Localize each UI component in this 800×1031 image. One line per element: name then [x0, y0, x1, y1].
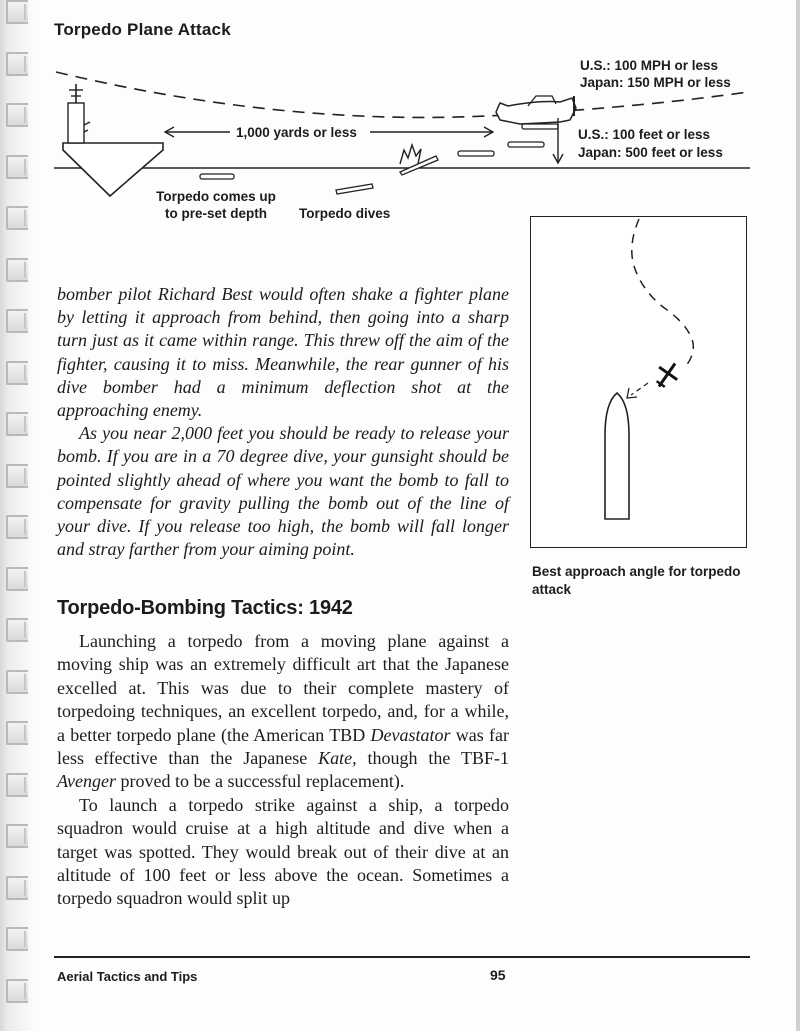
- binding-ring: [6, 876, 28, 900]
- binding-ring: [6, 258, 28, 282]
- avenger-name: Avenger: [57, 771, 116, 792]
- carrier-ship: [63, 84, 163, 196]
- torpedo-2: [508, 142, 544, 147]
- binding-ring: [6, 464, 28, 488]
- italic-paragraph-1: bomber pilot Richard Best would often shake a fighter plane by letting it approach from behind, then going into a sharp turn just as it came within range. This threw off the aim of the fighter, causing it to miss. Meanwhile, the rear gunner of his dive bomber had a minimum deflection shot at the approaching enemy.: [57, 284, 509, 421]
- kate-name: Kate,: [318, 748, 357, 769]
- torpedo-comes-up-label: [146, 188, 286, 222]
- section-heading: Torpedo-Bombing Tactics: 1942: [57, 597, 353, 619]
- binding-ring: [6, 670, 28, 694]
- approach-angle-figure: [530, 216, 747, 548]
- torpedo-comes-up-line-2: to pre-set depth: [164, 206, 267, 221]
- approach-angle-svg: [531, 217, 745, 546]
- torpedo-3: [200, 174, 234, 179]
- binding-ring: [6, 412, 28, 436]
- binding-ring: [6, 309, 28, 333]
- body-paragraph-1: [57, 630, 509, 794]
- speed-japan-label: Japan: 150 MPH or less: [580, 75, 731, 90]
- side-figure-caption: Best approach angle for torpedo attack: [532, 564, 741, 597]
- splash-icon: [400, 145, 421, 164]
- body-paragraph-1-part-d: proved to be a successful replacement).: [115, 771, 405, 792]
- torpedo-dives-label: Torpedo dives: [299, 206, 391, 221]
- italic-paragraph-2: As you near 2,000 feet you should be ready to release your bomb. If you are in a 70 degree dive, your gunsight should be pointed slightly ahead of where you want the bomb to fall to compensate for gravity pulling the bomb out of the line of your dive. If you release too high, the bomb will fall longer and stray farther from your aiming point.: [57, 423, 509, 560]
- binding-ring: [6, 618, 28, 642]
- italic-text-block: [57, 283, 509, 561]
- speed-us-label: U.S.: 100 MPH or less: [580, 58, 719, 73]
- binding-ring: [6, 721, 28, 745]
- body-paragraph-2: To launch a torpedo strike against a ship, a torpedo squadron would cruise at a high altitude and dive when a target was spotted. They would break out of their dive at an altitude of 100 feet or less above the ocean. Sometimes a torpedo squadron would split up: [57, 794, 509, 909]
- torpedo-attack-diagram: [0, 0, 800, 240]
- altitude-japan-label: Japan: 500 feet or less: [578, 145, 723, 160]
- binding-ring: [6, 567, 28, 591]
- distance-label: 1,000 yards or less: [236, 125, 357, 140]
- ship-icon: [605, 393, 629, 519]
- page-number: 95: [490, 967, 506, 983]
- diagram-title: Torpedo Plane Attack: [54, 20, 231, 39]
- footer-book-title: Aerial Tactics and Tips: [57, 969, 198, 984]
- attack-arrow: [631, 383, 648, 395]
- body-text-block: [57, 630, 509, 911]
- plane-icon: [650, 357, 684, 393]
- binding-ring: [6, 361, 28, 385]
- approach-path: [632, 219, 693, 369]
- binding-ring: [6, 824, 28, 848]
- binding-ring: [6, 515, 28, 539]
- altitude-us-label: U.S.: 100 feet or less: [578, 127, 711, 142]
- torpedo-comes-up-line-1: Torpedo comes up: [156, 189, 276, 204]
- footer-rule: [54, 956, 750, 958]
- devastator-name: Devastator: [370, 724, 451, 745]
- torpedo-4: [336, 184, 373, 194]
- binding-ring: [6, 927, 28, 951]
- body-paragraph-1-part-c: though the TBF-1: [356, 748, 509, 769]
- binding-ring: [6, 773, 28, 797]
- binding-ring: [6, 979, 28, 1003]
- body-paragraph-1-part-a: Launching a torpedo from a moving plane against a moving ship was an extremely difficult art that the Japanese excelled at. This was due to their complete mastery of torpedoing techniques, an excellent torpedo, and, for a while, a better torpedo plane (the American TBD: [57, 631, 509, 745]
- torpedo-1: [458, 151, 494, 156]
- torpedo-plane-icon: [496, 96, 576, 129]
- body-paragraph-1-part-b: was far less effective than the Japanese: [57, 724, 509, 769]
